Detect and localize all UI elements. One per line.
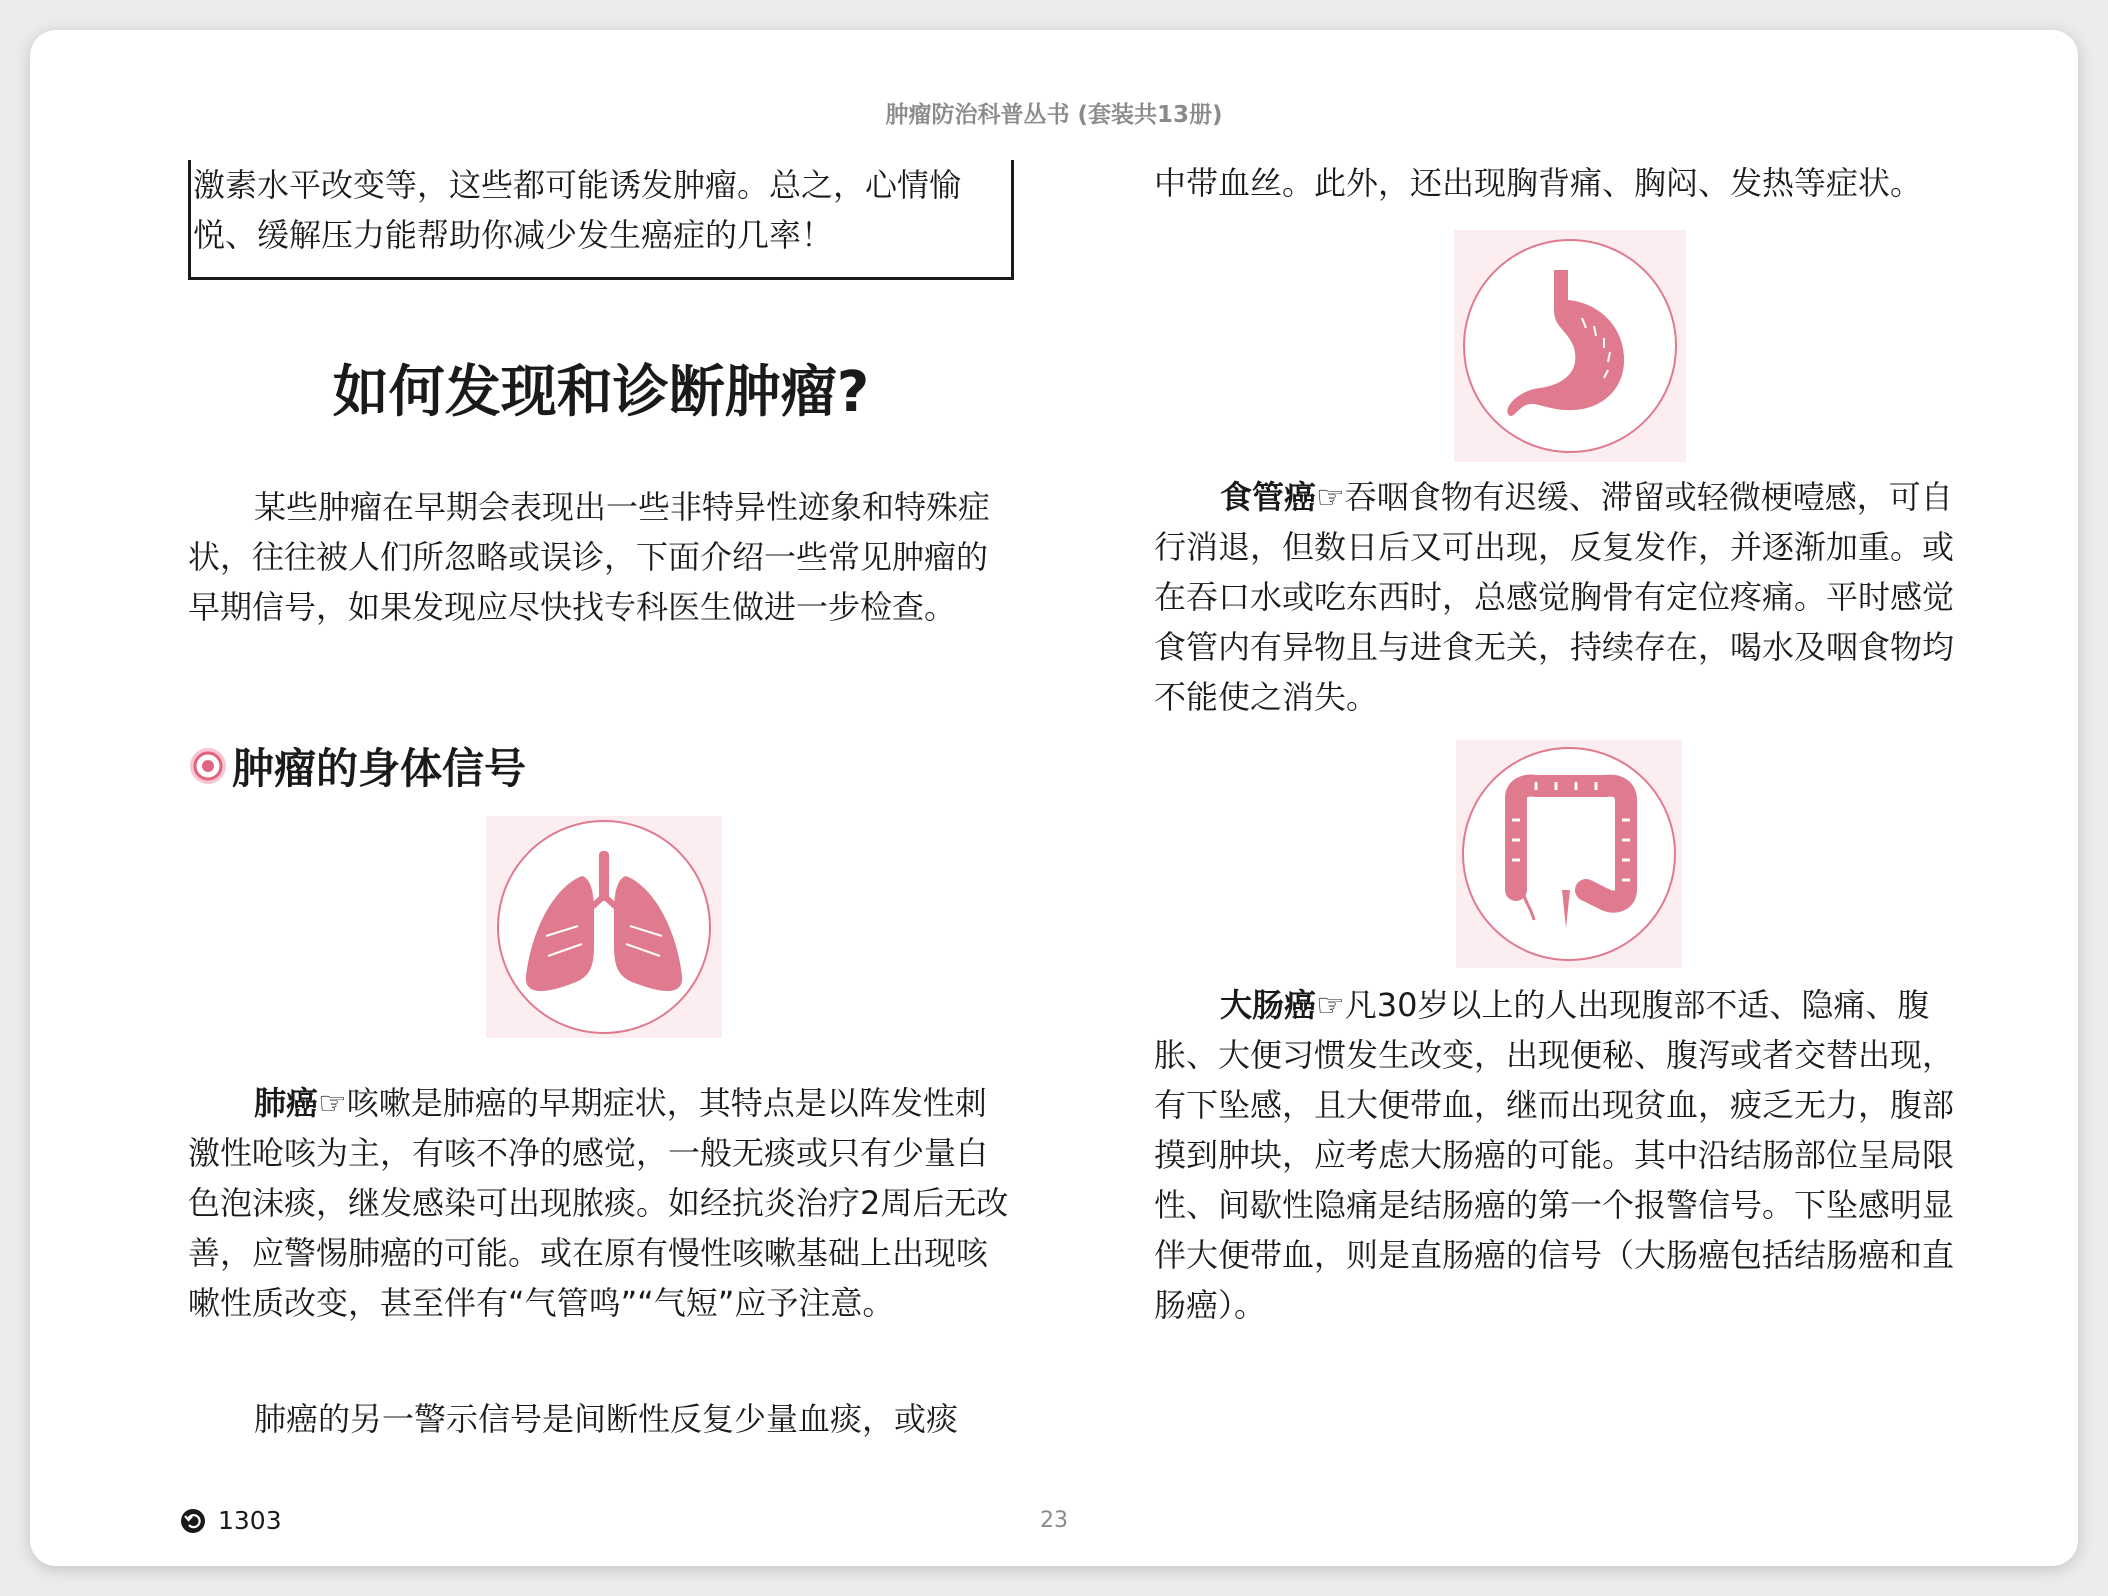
colorectal-cancer-paragraph (1154, 980, 1984, 1330)
pointing-hand-icon: ☞ (1316, 478, 1345, 516)
book-title: 肿瘤防治科普丛书 (套装共13册) (885, 102, 1223, 128)
tip-box (188, 160, 1014, 280)
pointing-hand-icon: ☞ (318, 1084, 347, 1122)
intestine-icon (1456, 740, 1682, 968)
esophageal-cancer-paragraph (1154, 472, 1984, 722)
continued-paragraph: 中带血丝。此外，还出现胸背痛、胸闷、发热等症状。 (1154, 164, 1923, 202)
pointing-hand-icon: ☞ (1316, 986, 1345, 1024)
colorectal-cancer-text: 凡30岁以上的人出现腹部不适、隐痛、腹胀、大便习惯发生改变，出现便秘、腹泻或者交替出现，有下坠感，且大便带血，继而出现贫血，疲乏无力，腹部摸到肿块，应考虑大肠癌的可能。其中沿结肠部位呈局限性、间歇性隐痛是结肠癌的第一个报警信号。下坠感明显伴大便带血，则是直肠癌的信号（大肠癌包括结肠癌和直肠癌）。 (1154, 986, 1955, 1324)
intro-paragraph: 某些肿瘤在早期会表现出一些非特异性迹象和特殊症状，往往被人们所忽略或误诊，下面介绍一些常见肿瘤的早期信号，如果发现应尽快找专科医生做进一步检查。 (188, 488, 991, 626)
reader-window (30, 30, 2078, 1566)
section-title (188, 736, 526, 796)
lungs-icon (486, 816, 722, 1038)
chapter-heading: 如何发现和诊断肿瘤? (332, 360, 870, 425)
page-number: 23 (1040, 1508, 1068, 1533)
location-number: 1303 (218, 1506, 282, 1535)
colorectal-cancer-label: 大肠癌 (1220, 986, 1317, 1024)
section-title-text: 肿瘤的身体信号 (232, 744, 527, 793)
esophageal-cancer-label: 食管癌 (1220, 478, 1317, 516)
lung-cancer-text: 咳嗽是肺癌的早期症状，其特点是以阵发性刺激性呛咳为主，有咳不净的感觉，一般无痰或只有少量白色泡沫痰，继发感染可出现脓痰。如经抗炎治疗2周后无改善，应警惕肺癌的可能。或在原有慢性咳嗽基础上出现咳嗽性质改变，甚至伴有“气管鸣”“气短”应予注意。 (188, 1084, 1009, 1322)
lung-cancer-label: 肺癌 (254, 1084, 319, 1122)
lung-cancer-paragraph (188, 1078, 1018, 1328)
lung-cancer-paragraph-2: 肺癌的另一警示信号是间断性反复少量血痰，或痰 (254, 1400, 959, 1438)
tip-box-line-1: 激素水平改变等，这些都可能诱发肿瘤。总之，心情愉 (193, 166, 962, 204)
tip-box-line-2: 悦、缓解压力能帮助你减少发生癌症的几率！ (193, 216, 834, 254)
esophageal-cancer-text: 吞咽食物有迟缓、滞留或轻微梗噎感，可自行消退，但数日后又可出现，反复发作，并逐渐加重。或在吞口水或吃东西时，总感觉胸骨有定位疼痛。平时感觉食管内有异物且与进食无关，持续存在，喝水及咽食物均不能使之消失。 (1154, 478, 1955, 716)
stomach-icon (1454, 230, 1686, 462)
target-icon (188, 746, 228, 786)
